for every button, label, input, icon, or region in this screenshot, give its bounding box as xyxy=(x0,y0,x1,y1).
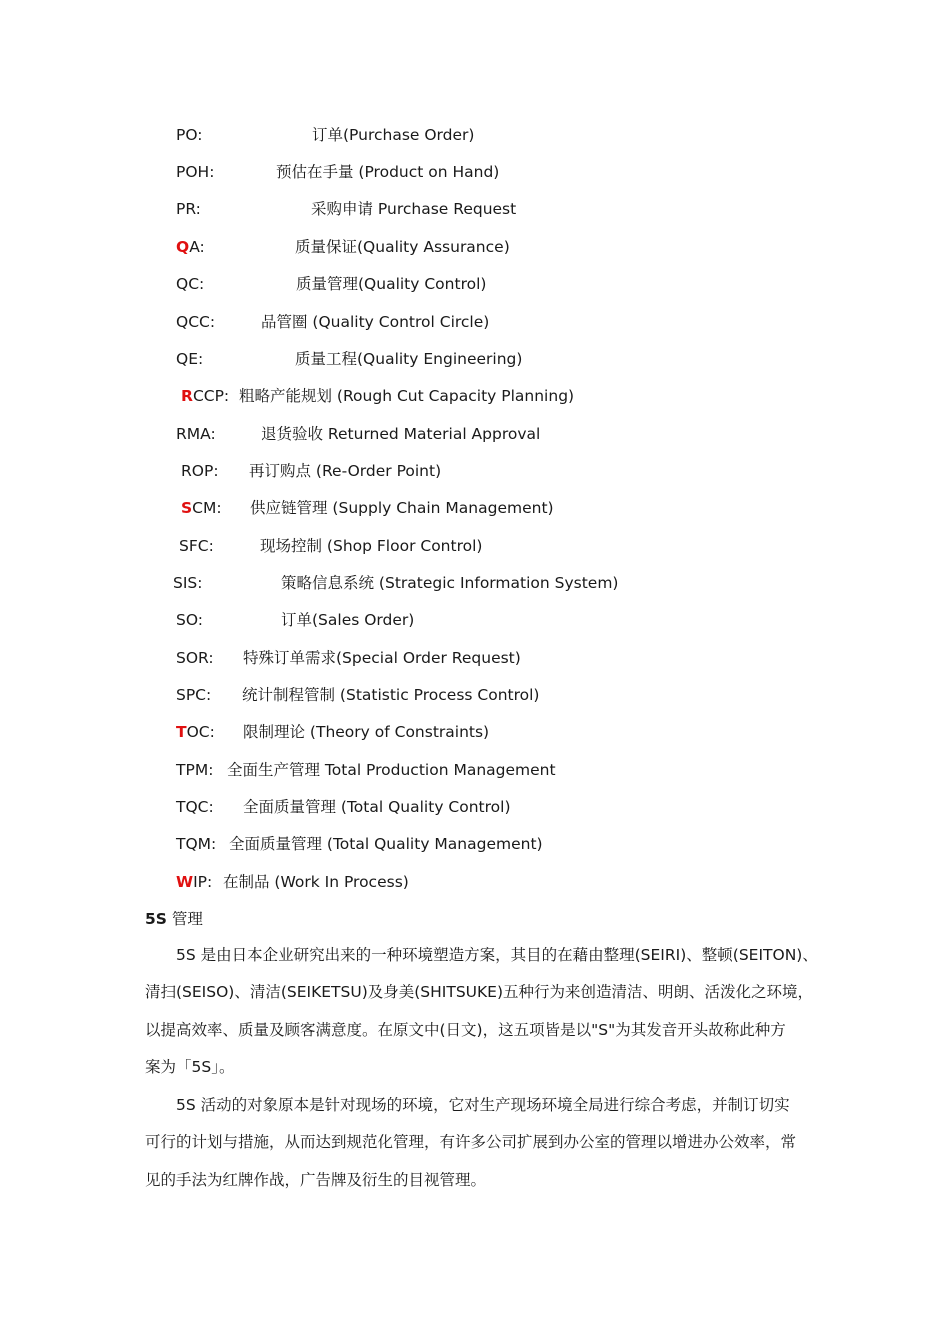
paragraph-1 xyxy=(145,937,818,1086)
glossary-definition: 现场控制 (Shop Floor Control) xyxy=(260,537,483,555)
glossary-definition: 质量工程(Quality Engineering) xyxy=(295,350,523,368)
glossary-definition: 特殊订单需求(Special Order Request) xyxy=(243,649,521,667)
glossary-definition: 再订购点 (Re-Order Point) xyxy=(249,462,442,480)
abbreviation-text: CM: xyxy=(192,499,222,517)
glossary-definition: 退货验收 Returned Material Approval xyxy=(261,425,541,443)
abbreviation-text: CCP: xyxy=(192,387,230,405)
glossary-abbreviation xyxy=(176,236,205,258)
glossary-abbreviation xyxy=(176,796,214,818)
section-heading-bold: 5S xyxy=(145,910,167,928)
glossary-definition: 质量管理(Quality Control) xyxy=(296,275,487,293)
section-heading-title: 管理 xyxy=(166,910,203,928)
glossary-definition: 在制品 (Work In Process) xyxy=(223,873,409,891)
abbreviation-text: SO: xyxy=(176,611,203,629)
glossary-abbreviation xyxy=(179,535,214,557)
abbreviation-text: QC: xyxy=(176,275,205,293)
abbreviation-text: A: xyxy=(189,238,205,256)
glossary-abbreviation xyxy=(176,759,213,781)
glossary-abbreviation xyxy=(176,423,216,445)
glossary-abbreviation xyxy=(176,721,215,743)
paragraph-line: 见的手法为红牌作战，广告牌及衍生的目视管理。 xyxy=(145,1170,487,1189)
glossary-abbreviation xyxy=(176,684,211,706)
abbreviation-text: TQM: xyxy=(176,835,217,853)
abbreviation-text: PO: xyxy=(176,126,203,144)
paragraph-line: 案为「5S」。 xyxy=(145,1057,235,1076)
abbreviation-text: TQC: xyxy=(176,798,214,816)
glossary-definition: 供应链管理 (Supply Chain Management) xyxy=(250,499,554,517)
abbreviation-highlight-letter: W xyxy=(176,873,194,891)
glossary-definition: 统计制程管制 (Statistic Process Control) xyxy=(242,686,540,704)
glossary-abbreviation xyxy=(176,161,214,183)
glossary-definition: 全面生产管理 Total Production Management xyxy=(227,761,556,779)
abbreviation-highlight-letter: Q xyxy=(176,238,190,256)
glossary-definition: 策略信息系统 (Strategic Information System) xyxy=(281,574,619,592)
glossary-abbreviation xyxy=(176,871,212,893)
paragraph-line: 以提高效率、质量及顾客满意度。在原文中(日文)，这五项皆是以"S"为其发音开头故称此种方 xyxy=(145,1020,786,1039)
glossary-definition: 订单(Sales Order) xyxy=(281,611,415,629)
abbreviation-text: SIS: xyxy=(173,574,203,592)
glossary-abbreviation xyxy=(176,198,201,220)
abbreviation-text: QCC: xyxy=(176,313,216,331)
glossary-abbreviation xyxy=(173,572,202,594)
glossary-definition: 质量保证(Quality Assurance) xyxy=(295,238,510,256)
paragraph-line: 5S 活动的对象原本是针对现场的环境，它对生产现场环境全局进行综合考虑，并制订切实 xyxy=(145,1096,790,1114)
abbreviation-text: SPC: xyxy=(176,686,212,704)
glossary-definition: 采购申请 Purchase Request xyxy=(311,200,517,218)
abbreviation-text: RMA: xyxy=(176,425,216,443)
abbreviation-text: SOR: xyxy=(176,649,214,667)
abbreviation-highlight-letter: T xyxy=(176,723,187,741)
section-heading xyxy=(145,908,203,930)
glossary-definition: 品管圈 (Quality Control Circle) xyxy=(261,313,490,331)
glossary-abbreviation xyxy=(176,833,216,855)
glossary-definition: 限制理论 (Theory of Constraints) xyxy=(243,723,490,741)
glossary-abbreviation xyxy=(176,311,215,333)
glossary-abbreviation xyxy=(181,460,219,482)
abbreviation-highlight-letter: R xyxy=(181,387,193,405)
paragraph-line: 清扫(SEISO)、清洁(SEIKETSU)及身美(SHITSUKE)五种行为来创造清洁、明朗、活泼化之环境， xyxy=(145,983,814,1002)
glossary-definition: 订单(Purchase Order) xyxy=(312,126,475,144)
glossary-abbreviation xyxy=(176,348,203,370)
abbreviation-text: ROP: xyxy=(181,462,219,480)
glossary-definition: 预估在手量 (Product on Hand) xyxy=(276,163,500,181)
paragraph-line: 5S 是由日本企业研究出来的一种环境塑造方案，其目的在藉由整理(SEIRI)、整顿(SEITON)、 xyxy=(145,946,818,964)
glossary-definition: 全面质量管理 (Total Quality Management) xyxy=(229,835,543,853)
glossary-abbreviation xyxy=(176,609,203,631)
glossary-definition: 粗略产能规划 (Rough Cut Capacity Planning) xyxy=(239,387,575,405)
abbreviation-text: PR: xyxy=(176,200,201,218)
glossary-abbreviation xyxy=(176,273,204,295)
glossary-abbreviation xyxy=(176,124,203,146)
glossary-definition: 全面质量管理 (Total Quality Control) xyxy=(243,798,511,816)
abbreviation-text: OC: xyxy=(186,723,215,741)
paragraph-line: 可行的计划与措施，从而达到规范化管理，有许多公司扩展到办公室的管理以增进办公效率，常 xyxy=(145,1133,797,1152)
abbreviation-text: TPM: xyxy=(176,761,214,779)
glossary-abbreviation xyxy=(176,647,214,669)
glossary-abbreviation xyxy=(181,497,222,519)
glossary-abbreviation xyxy=(181,385,229,407)
paragraph-2 xyxy=(145,1087,815,1199)
abbreviation-highlight-letter: S xyxy=(181,499,193,517)
abbreviation-text: QE: xyxy=(176,350,204,368)
abbreviation-text: POH: xyxy=(176,163,215,181)
abbreviation-text: IP: xyxy=(193,873,213,891)
abbreviation-text: SFC: xyxy=(179,537,214,555)
